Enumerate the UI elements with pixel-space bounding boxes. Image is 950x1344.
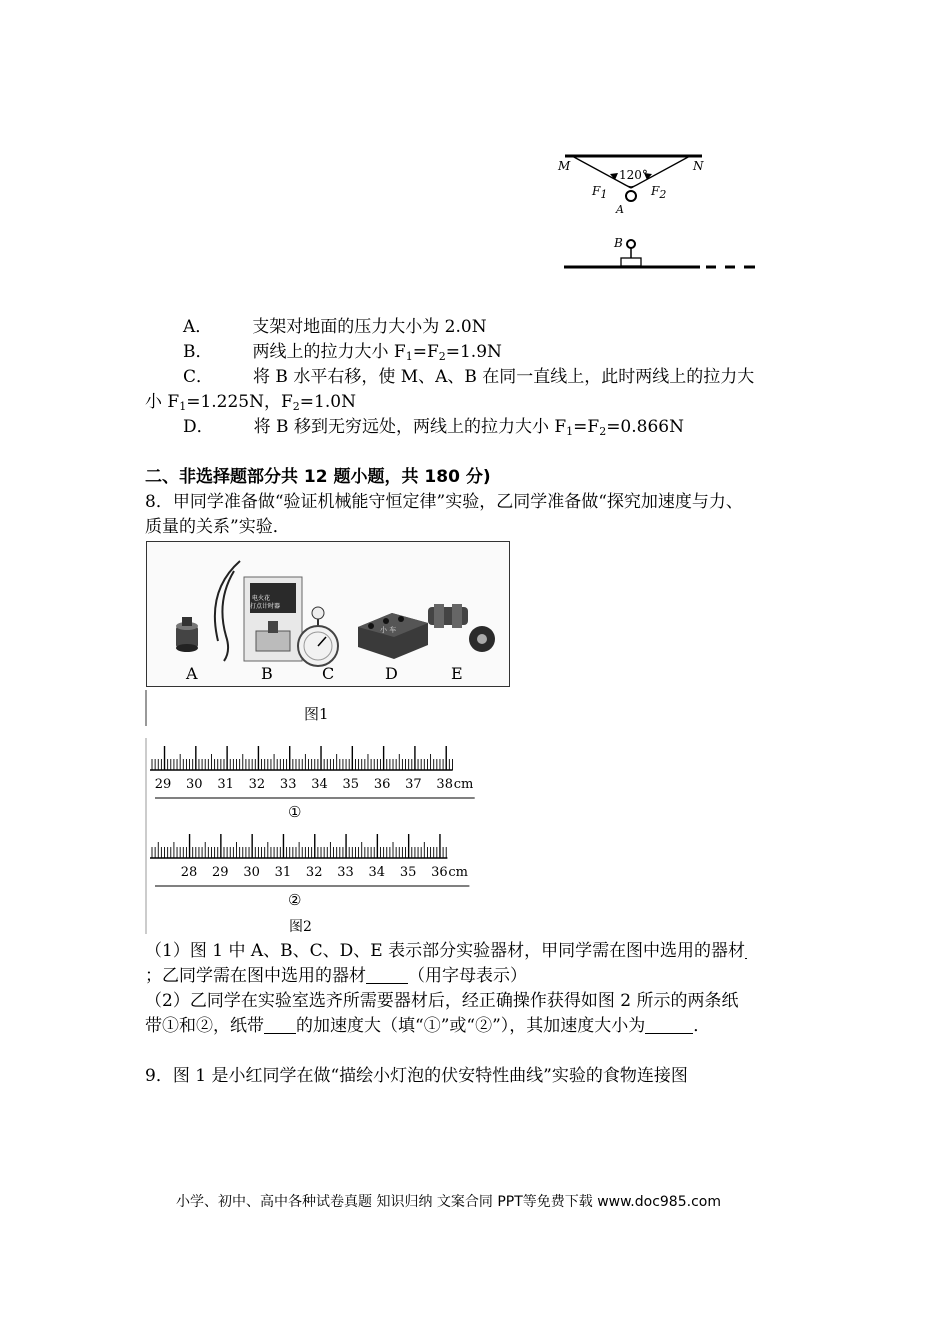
ruler1-tick-label: 37	[405, 777, 422, 792]
q8-p1-line1: （1）图 1 中 A、B、C、D、E 表示部分实验器材，甲同学需在图中选用的器材	[145, 941, 746, 961]
fig1-label-d: D	[385, 664, 398, 683]
ruler1-unit: cm	[453, 777, 474, 792]
answer-blank-1[interactable]	[366, 967, 408, 984]
fig1-label-c: C	[322, 664, 335, 683]
option-c-cont: 小 $F_1=1.225N$，$F_2=1.0N$	[145, 392, 356, 413]
q9-line1: 9．图 1 是小红同学在做“描绘小灯泡的伏安特性曲线”实验的食物连接图	[145, 1066, 688, 1086]
q8-p1-line2: ；乙同学需在图中选用的器材 （用字母表示）	[145, 966, 527, 986]
force-diagram	[550, 148, 770, 278]
ruler-2	[150, 828, 469, 890]
fig1-label-e: E	[451, 664, 463, 683]
ruler2-label: ②	[288, 891, 302, 909]
ruler2-unit: cm	[448, 865, 469, 880]
ruler1-tick-label: 32	[248, 777, 266, 792]
ruler2-tick-label: 30	[243, 865, 260, 880]
timer-label-1: 电火花	[252, 595, 271, 602]
ruler1-tick-label: 31	[217, 777, 234, 792]
ruler2-tick-label: 32	[305, 865, 323, 880]
ruler2-tick-label: 33	[337, 865, 354, 880]
ruler-1	[150, 740, 474, 802]
label-m: M	[558, 159, 571, 173]
answer-blank-3[interactable]	[645, 1017, 693, 1034]
ruler1-tick-label: 29	[154, 777, 172, 792]
option-a: A． 支架对地面的压力大小为 2.0N	[183, 317, 487, 337]
ruler1-tick-label: 38	[436, 777, 453, 792]
ruler1-tick-label: 30	[186, 777, 203, 792]
q8-p2-line2: 带①和②，纸带 的加速度大（填“①”或“②”），其加速度大小为 ．	[145, 1016, 711, 1036]
fig1-label-a: A	[186, 664, 198, 683]
ruler2-tick-label: 34	[368, 865, 386, 880]
ruler1-tick-label: 35	[342, 777, 360, 792]
ruler2-tick-label: 29	[212, 865, 229, 880]
ruler2-tick-label: 28	[180, 865, 198, 880]
answer-blank-2[interactable]	[264, 1017, 296, 1034]
ruler2-tick-label: 35	[399, 865, 417, 880]
label-angle: 120°	[619, 168, 648, 182]
label-f2: F2	[651, 184, 667, 201]
q8-p2-line1: （2）乙同学在实验室选齐所需要器材后，经正确操作获得如图 2 所示的两条纸	[145, 991, 739, 1011]
option-c: C． 将 B 水平右移，使 M、A、B 在同一直线上，此时两线上的拉力大	[183, 367, 755, 387]
fig2-caption: 图2	[289, 919, 312, 935]
fig-left-border	[145, 690, 147, 726]
option-b: B． 两线上的拉力大小 $F_1=F_2=1.9N$	[183, 342, 502, 363]
ruler1-label: ①	[288, 803, 302, 821]
ruler2-tick-label: 36	[431, 865, 448, 880]
label-n: N	[693, 159, 704, 173]
fig1-caption: 图1	[304, 705, 329, 723]
ruler1-tick-label: 36	[373, 777, 391, 792]
fig1-label-b: B	[261, 664, 273, 683]
timer-label-2: 打点计时器	[250, 603, 281, 610]
label-b: B	[614, 236, 623, 250]
q8-line1: 8．甲同学准备做“验证机械能守恒定律”实验，乙同学准备做“探究加速度与力、	[145, 492, 743, 512]
ruler1-tick-label: 34	[311, 777, 328, 792]
label-a: A	[616, 203, 624, 216]
cart-label: 小 车	[380, 626, 397, 634]
ruler2-tick-label: 31	[274, 865, 292, 880]
q8-line2: 质量的关系”实验．	[145, 517, 290, 537]
label-f1: F1	[592, 184, 608, 201]
section-title: 二、非选择题部分共 12 题小题，共 180 分)	[145, 467, 491, 487]
ruler1-tick-label: 33	[279, 777, 297, 792]
option-d: D． 将 B 移到无穷远处，两线上的拉力大小 $F_1=F_2=0.866N$	[183, 417, 684, 438]
fig2-left-border	[145, 738, 147, 934]
footer-text: 小学、初中、高中各种试卷真题 知识归纳 文案合同 PPT等免费下载 www.doc985.com	[176, 1194, 721, 1210]
